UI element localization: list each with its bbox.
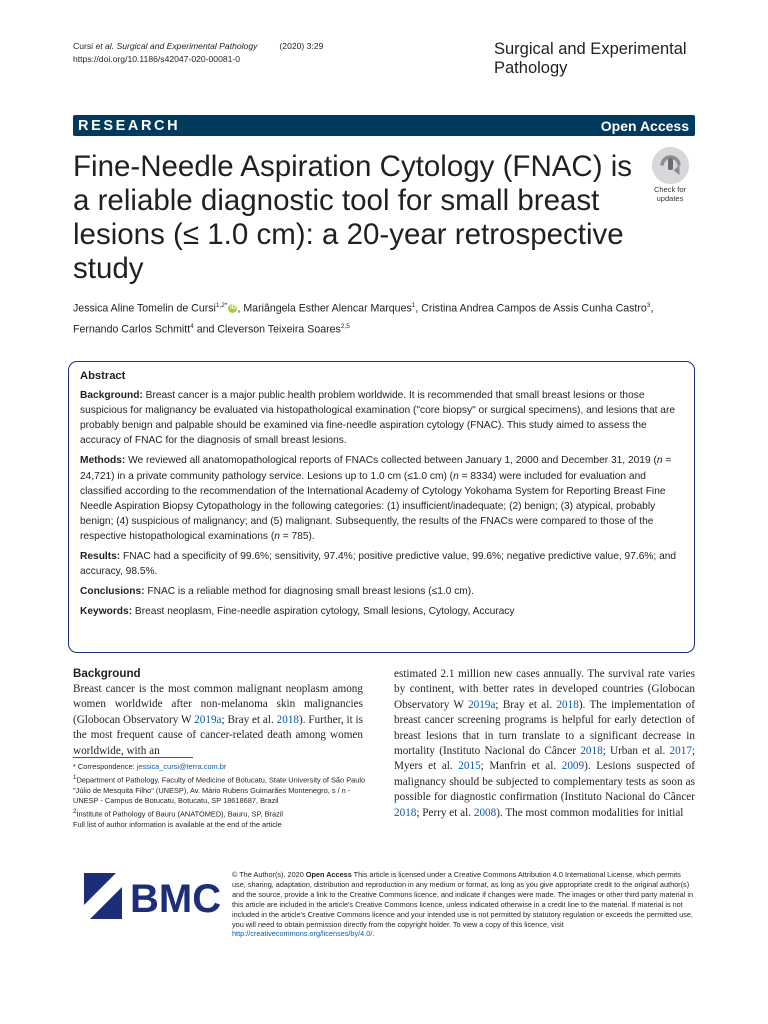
abstract-keywords-text: Breast neoplasm, Fine-needle aspiration cytology, Small lesions, Cytology, Accuracy	[132, 606, 515, 618]
license-open-access: Open Access	[305, 870, 352, 879]
body-right-column	[394, 667, 695, 821]
body-text: ; Manfrin et al.	[480, 760, 562, 773]
abstract-methods-text: = 8334) were included for evaluation and classified according to the recommendation of the International Academy of Cytology Yokohama System for Reporting Breast Fine Needle Aspiration Biopsy Cytopathology in the following categories: (1) insufficient/inadequate; (2) benign; (3) atypical, probably benign; (4) suspicious of malignancy; and (5) malignant. Subsequently, the results of the FNACs were compared to those of the respective histopathological examinations (	[80, 470, 666, 542]
body-text: ). Lesions suspected of malignancy should be subjected to complementary tests as soon as possible for diagnostic confirmation (Instituto Nacional do Câncer	[394, 760, 696, 804]
body-paragraph	[73, 682, 363, 759]
article-type-label: RESEARCH	[78, 117, 181, 134]
citation-link[interactable]: 2018	[276, 713, 300, 726]
citation-link[interactable]: 2015	[458, 760, 481, 773]
citation-authors: Cursi	[73, 41, 96, 51]
citation-link[interactable]: 2018	[394, 806, 417, 819]
abstract-methods-text: We reviewed all anatomopathological reports of FNACs collected between January 1, 2000 and December 31, 2019 (	[125, 455, 657, 467]
license-link[interactable]: http://creativecommons.org/licenses/by/4.0/	[232, 929, 373, 939]
license-text: © The Author(s). 2020	[232, 870, 306, 879]
body-text: ; Bray et al.	[221, 713, 277, 726]
citation-link[interactable]: 2019a	[468, 698, 496, 711]
citation-link[interactable]: 2008	[473, 806, 497, 819]
author-list	[73, 297, 703, 338]
correspondence-label: * Correspondence:	[73, 762, 137, 771]
journal-name-line2: Pathology	[494, 59, 568, 77]
badge-line1: Check for	[653, 185, 687, 194]
author-name[interactable]: and Cleverson Teixeira Soares	[193, 323, 341, 336]
license-text: .	[372, 929, 375, 939]
body-left-column	[73, 666, 363, 759]
footnotes	[73, 762, 368, 831]
author-name[interactable]: , Mariângela Esther Alencar Marques	[237, 302, 412, 315]
bmc-logo[interactable]	[84, 873, 224, 919]
article-type-banner	[73, 115, 695, 136]
author-separator: ,	[650, 302, 654, 315]
n-symbol: n	[453, 470, 459, 482]
abstract-methods-text: = 785).	[279, 530, 315, 542]
abstract-methods	[80, 453, 684, 544]
license-text: This article is licensed under a Creative Commons Attribution 4.0 International License, which permits use, sharing, adaptation, distribution and reproduction in any medium or format, as long as you give appropriate credit to the original author(s) and the source, provide a link to the Creative Commons licence, and indicate if changes were made. The images or other third party material in this article are included in the article's Creative Commons licence, unless indicated otherwise in a credit line to the material. If material is not included in the article's Creative Commons licence and your intended use is not permitted by statutory regulation or exceeds the permitted use, you will need to obtain permission directly from the copyright holder. To view a copy of this licence, visit	[232, 870, 694, 929]
abstract-methods-text: = 24,721) in a private community pathology service. Lesions up to 1.0 cm (≤1.0 cm) (	[80, 455, 672, 482]
journal-name-line1: Surgical and Experimental	[494, 40, 687, 58]
citation-link[interactable]: 2017	[669, 745, 692, 758]
affiliation-number: 2	[73, 807, 77, 815]
abstract-conclusions	[80, 584, 684, 599]
footnote-divider	[73, 757, 193, 758]
section-heading: Background	[73, 667, 141, 680]
affiliation-2	[73, 807, 368, 820]
citation-year: (2020) 3:29	[279, 41, 324, 51]
bmc-logo-icon	[84, 873, 224, 919]
author-name[interactable]: Fernando Carlos Schmitt	[73, 323, 191, 336]
citation-link[interactable]: 2018	[580, 745, 603, 758]
body-text: Breast cancer is the most common malignant neoplasm among women worldwide after non-melanoma skin malignancies (Globocan Observatory W	[73, 683, 363, 726]
abstract-results	[80, 549, 684, 579]
body-text: ; Perry et al.	[416, 806, 474, 819]
citation-link[interactable]: 2019a	[194, 713, 222, 726]
affiliation-text: Department of Pathology, Faculty of Medicine of Botucatu, State University of São Paulo "Júlio de Mesquita Filho" (UNESP), Av. Mário Rubens Guimarães Montenegro, s / n - UNESP - Campus de Botucatu, Botucatu, SP 18618687, Brazil	[73, 775, 366, 806]
body-text: ; Urban et al.	[602, 745, 670, 758]
author-affiliation: 1,2*	[215, 302, 228, 309]
correspondence-note	[73, 762, 368, 773]
body-text: estimated 2.1 million new cases annually. The survival rate varies by continent, with better rates in developed countries (Globocan Observatory W	[394, 668, 695, 711]
correspondence-email-link[interactable]: jessica_cursi@terra.com.br	[136, 762, 227, 771]
badge-line2: updates	[656, 193, 684, 203]
abstract-background-label: Background:	[80, 390, 143, 402]
abstract-keywords	[80, 604, 684, 619]
check-for-updates-badge[interactable]	[645, 147, 695, 203]
article-title: Fine-Needle Aspiration Cytology (FNAC) is a reliable diagnostic tool for small breast lesions (≤ 1.0 cm): a 20-year retrospective study	[73, 150, 633, 285]
citation-etal: et al.	[95, 41, 115, 51]
author-affiliation: 3	[646, 302, 651, 309]
abstract-conclusions-label: Conclusions:	[80, 586, 145, 598]
bmc-logo-text: BMC	[130, 877, 222, 919]
affiliation-1	[73, 773, 368, 807]
abstract-box	[68, 361, 695, 653]
body-text: ). Further, it is the most frequent cause of cancer-related death among women worldwide, with an	[73, 713, 363, 757]
body-text: ). The implementation of breast cancer screening programs is helpful for early detection of breast lesions that in turn translate to a significant decrease in mortality (Instituto Nacional do Câncer	[394, 698, 695, 758]
n-symbol: n	[656, 455, 663, 467]
open-access-label: Open Access	[600, 117, 689, 134]
abstract-results-text: FNAC had a specificity of 99.6%; sensitivity, 97.4%; positive predictive value, 99.6%; negative predictive value, 97.6%; and accuracy, 98.5%.	[80, 551, 677, 578]
license-statement	[232, 870, 695, 939]
abstract-results-label: Results:	[80, 551, 121, 563]
affiliation-text: Institute of Pathology of Bauru (ANATOMED), Bauru, SP, Brazil	[76, 809, 284, 819]
check-for-updates-icon	[652, 147, 689, 184]
journal-name	[494, 40, 687, 78]
abstract-methods-label: Methods:	[80, 455, 126, 467]
body-text: ; Myers et al.	[394, 745, 696, 773]
author-name[interactable]: , Cristina Andrea Campos de Assis Cunha Castro	[415, 302, 647, 315]
author-name[interactable]: Jessica Aline Tomelin de Cursi	[73, 302, 216, 315]
orcid-icon[interactable]: iD	[229, 305, 236, 312]
affiliation-number: 1	[73, 773, 77, 781]
abstract-background	[80, 388, 684, 448]
body-text: ). The most common modalities for initial	[496, 806, 684, 819]
body-text: ; Bray et al.	[495, 698, 557, 711]
doi-link[interactable]: https://doi.org/10.1186/s42047-020-00081-0	[73, 54, 241, 64]
abstract-keywords-label: Keywords:	[80, 606, 133, 618]
abstract-background-text: Breast cancer is a major public health problem worldwide. It is recommended that small breast lesions or those suspicious for malignancy be evaluated via histopathological examination ("core biopsy" or surgical specimens), and lesions that are probably benign and palpable should be examined via fine-needle aspiration cytology (FNAC). This study aimed to assess the accuracy of FNAC for the diagnosis of small breast lesions.	[80, 390, 676, 447]
n-symbol: n	[274, 530, 280, 542]
citation-journal: Surgical and Experimental Pathology	[116, 41, 258, 51]
author-affiliation: 4	[190, 322, 194, 330]
author-affiliation: 2,5	[340, 322, 350, 330]
author-affiliation: 1	[411, 302, 416, 309]
author-info-note: Full list of author information is available at the end of the article	[73, 819, 282, 829]
abstract-heading: Abstract	[80, 370, 126, 382]
citation-header	[73, 40, 323, 66]
citation-link[interactable]: 2009	[561, 760, 585, 773]
abstract-conclusions-text: FNAC is a reliable method for diagnosing small breast lesions (≤1.0 cm).	[144, 586, 474, 598]
citation-link[interactable]: 2018	[556, 698, 579, 711]
